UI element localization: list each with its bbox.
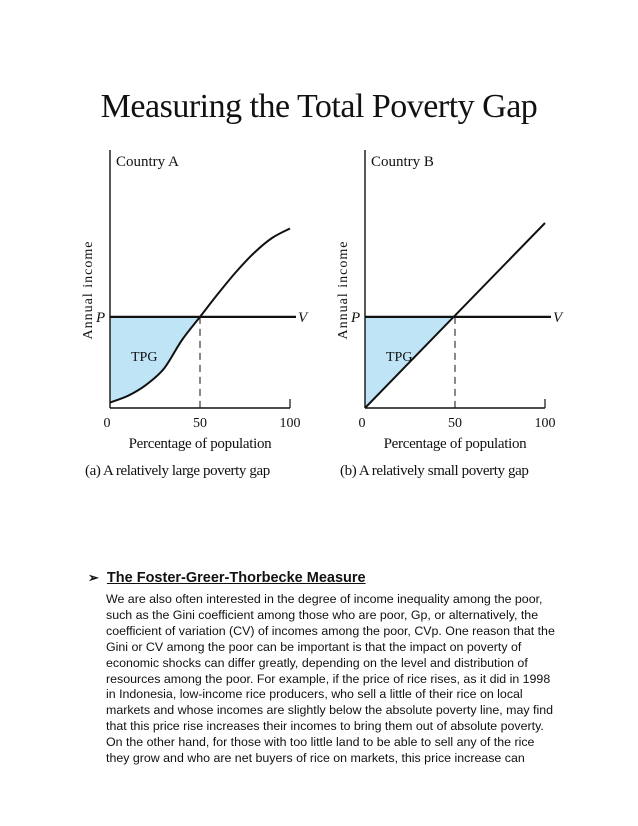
ylabel-a: Annual income xyxy=(81,240,96,340)
paragraph-line: economic shocks can differ greatly, depending on the level and distribution of xyxy=(106,655,528,670)
p-label-b: P xyxy=(351,309,361,326)
panel-title-b: Country B xyxy=(371,154,434,170)
paragraph-line: Gini or CV among the poor can be important is that the impact on poverty of xyxy=(106,639,522,654)
x-tick-100-a: 100 xyxy=(279,416,301,431)
x-tick-0-b: 0 xyxy=(358,416,366,431)
chart-panel-a xyxy=(81,150,309,452)
p-label-a: P xyxy=(96,309,106,326)
ylabel-b: Annual income xyxy=(336,240,351,340)
v-label-a: V xyxy=(298,309,308,326)
paragraph-line: coefficient of variation (CV) of incomes among the poor, CVp. One reason that the xyxy=(106,623,555,638)
chart-panel-b xyxy=(336,150,564,452)
body-paragraph xyxy=(106,592,568,767)
panel-title-a: Country A xyxy=(116,154,179,170)
tpg-label-a: TPG xyxy=(131,349,158,365)
paragraph-line: that this price rise increases their incomes to bring them out of absolute poverty. xyxy=(106,719,544,734)
section-heading-text: The Foster-Greer-Thorbecke Measure xyxy=(106,570,366,586)
xlabel-a: Percentage of population xyxy=(128,436,272,452)
x-tick-100-b: 100 xyxy=(534,416,556,431)
page-title: Measuring the Total Poverty Gap xyxy=(100,88,538,125)
tpg-label-b: TPG xyxy=(386,349,413,365)
x-tick-50-b: 50 xyxy=(448,416,462,431)
caption-a: (a) A relatively large poverty gap xyxy=(85,463,270,479)
paragraph-line: they grow and who are net buyers of rice on markets, this price increase can xyxy=(106,751,525,766)
paragraph-line: markets and whose incomes are slightly below the absolute poverty line, may find xyxy=(106,703,553,718)
paragraph-line: in Indonesia, low-income rice producers, who sell a little of their rice on local xyxy=(106,687,523,702)
paragraph-line: On the other hand, for those with too little land to be able to sell any of the rice xyxy=(106,735,535,750)
xlabel-b: Percentage of population xyxy=(383,436,527,452)
v-label-b: V xyxy=(553,309,563,326)
caption-b: (b) A relatively small poverty gap xyxy=(340,463,529,479)
arrow-bullet-icon: ➢ xyxy=(88,570,99,585)
section-heading xyxy=(88,570,366,586)
x-tick-0-a: 0 xyxy=(103,416,111,431)
x-tick-50-a: 50 xyxy=(193,416,207,431)
paragraph-line: We are also often interested in the degree of income inequality among the poor, xyxy=(106,592,543,606)
paragraph-line: resources among the poor. For example, if the price of rice rises, as it did in 1998 xyxy=(106,671,551,686)
paragraph-line: such as the Gini coefficient among those who are poor, Gp, or alternatively, the xyxy=(106,607,539,622)
